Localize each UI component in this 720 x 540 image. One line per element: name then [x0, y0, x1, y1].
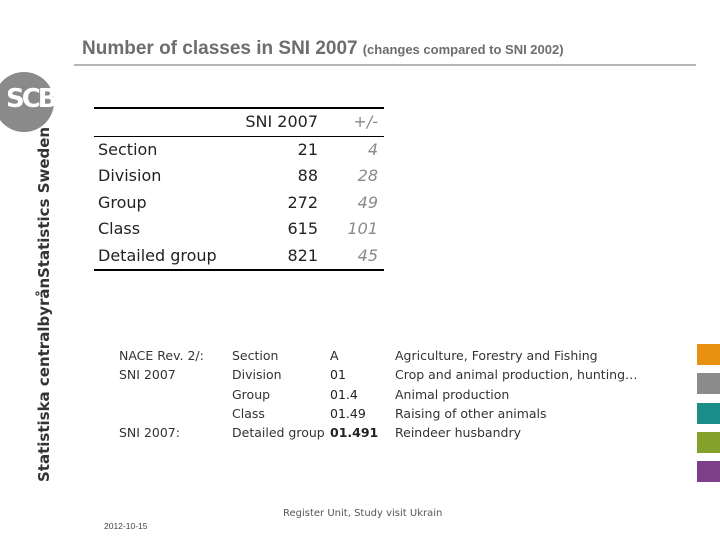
row-label: Section	[98, 139, 158, 159]
brand-name-swedish: Statistiska centralbyrån	[35, 277, 53, 482]
example-descriptions	[395, 346, 638, 442]
example-level: Group	[232, 386, 271, 402]
table-row	[94, 136, 384, 163]
slide-title-sub: (changes compared to SNI 2002)	[362, 42, 564, 57]
header-label	[94, 108, 228, 136]
color-swatch-gray	[697, 373, 720, 394]
example-code: A	[330, 348, 339, 363]
row-diff: 4	[367, 139, 378, 159]
example-label: SNI 2007	[119, 367, 176, 383]
color-swatch-teal	[697, 403, 720, 424]
example-level: Class	[232, 405, 265, 421]
example-level: Section	[232, 348, 279, 363]
row-sni: 21	[297, 139, 318, 159]
row-sni: 272	[287, 192, 318, 212]
example-codes	[330, 346, 378, 442]
example-description: Animal production	[395, 386, 510, 402]
example-description: Crop and animal production, hunting…	[395, 367, 638, 383]
example-code: 01.4	[330, 386, 358, 402]
table-row	[94, 163, 384, 190]
example-code: 01.49	[330, 405, 366, 421]
row-sni: 615	[287, 219, 318, 238]
row-sni: 88	[297, 166, 318, 185]
example-level: Division	[232, 367, 282, 383]
color-swatch-green	[697, 432, 720, 453]
row-diff: 49	[357, 192, 378, 212]
slide-title	[82, 38, 564, 60]
example-level: Detailed group	[232, 425, 325, 441]
footer-text: Register Unit, Study visit Ukrain	[283, 508, 443, 519]
table-row	[94, 190, 384, 217]
example-label	[119, 385, 204, 404]
color-swatch-orange	[697, 344, 720, 365]
example-description: Raising of other animals	[395, 405, 547, 421]
example-code: 01.491	[330, 425, 379, 441]
table-row	[94, 216, 384, 243]
example-code: 01	[330, 367, 346, 383]
header-sni-2007: SNI 2007	[228, 108, 326, 136]
example-levels	[232, 346, 325, 442]
slide-title-main: Number of classes in SNI 2007	[82, 38, 358, 59]
table-header-row	[94, 108, 384, 136]
row-label: Group	[98, 192, 147, 212]
table-row	[94, 243, 384, 271]
example-description: Agriculture, Forestry and Fishing	[395, 348, 598, 363]
row-diff: 28	[357, 166, 378, 185]
example-description: Reindeer husbandry	[395, 425, 521, 441]
brand-name-english: Statistics Sweden	[35, 126, 53, 278]
row-label: Division	[98, 166, 162, 185]
row-label: Class	[98, 219, 141, 238]
example-label: SNI 2007:	[119, 425, 180, 441]
example-label	[119, 404, 204, 423]
title-divider	[74, 64, 696, 66]
row-label: Detailed group	[94, 243, 228, 271]
header-diff: +/-	[326, 108, 384, 136]
example-labels	[119, 346, 204, 442]
color-swatch-purple	[697, 461, 720, 482]
row-diff: 101	[347, 219, 378, 238]
footer-date: 2012-10-15	[104, 521, 148, 531]
row-sni: 821	[228, 243, 326, 271]
scb-logo-text: SCB	[6, 84, 55, 114]
example-label: NACE Rev. 2/:	[119, 348, 204, 363]
classes-table	[94, 107, 384, 271]
row-diff: 45	[326, 243, 384, 271]
